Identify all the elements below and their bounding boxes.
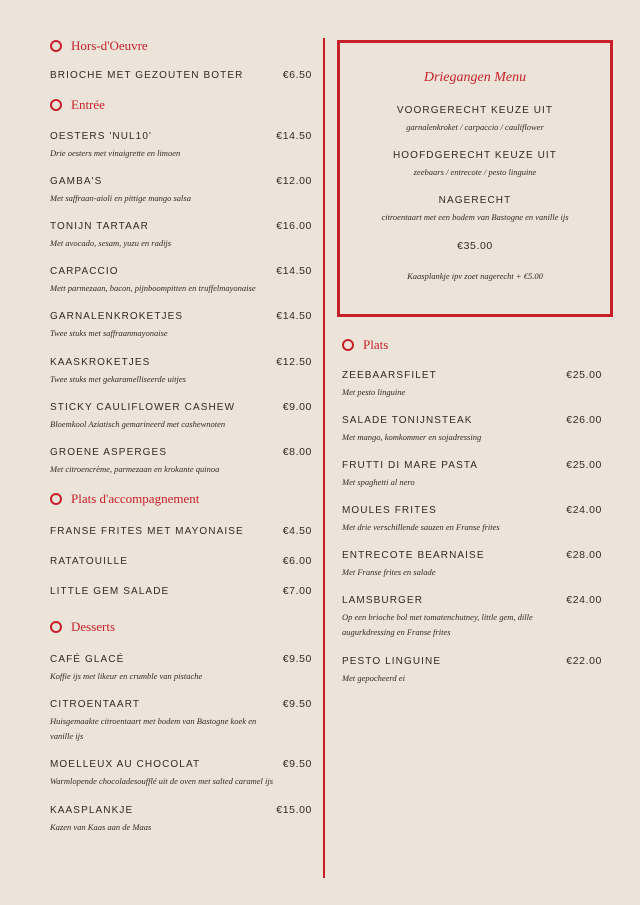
section-title: Entrée bbox=[71, 97, 105, 112]
menu-item bbox=[50, 804, 312, 835]
menu-item bbox=[50, 356, 312, 387]
item-name: MOULES FRITES bbox=[342, 505, 437, 516]
item-name: LAMSBURGER bbox=[342, 595, 424, 606]
item-price: €9.50 bbox=[282, 653, 312, 665]
item-description: Op een brioche bol met tomatenchutney, little gem, dille augurkdressing en Franse frites bbox=[342, 612, 533, 637]
section-desserts bbox=[50, 619, 115, 635]
item-price: €25.00 bbox=[566, 369, 602, 381]
course3-options: citroentaart met een bodem van Bastogne en vanille ijs bbox=[381, 212, 569, 222]
item-description: Met Franse frites en salade bbox=[342, 567, 436, 577]
item-description: Met citroencrème, parmezaan en krokante quinoa bbox=[50, 464, 220, 474]
item-name: CITROENTAART bbox=[50, 699, 141, 710]
item-description: Met gepocheerd ei bbox=[342, 673, 405, 683]
menu-item bbox=[50, 175, 312, 206]
item-name: TONIJN TARTAAR bbox=[50, 221, 149, 232]
section-hors-doeuvre bbox=[50, 38, 148, 54]
item-name: LITTLE GEM SALADE bbox=[50, 586, 170, 597]
item-price: €25.00 bbox=[566, 459, 602, 471]
item-description: Huisgemaakte citroentaart met bodem van Bastogne koek en vanille ijs bbox=[50, 716, 257, 741]
item-name: PESTO LINGUINE bbox=[342, 656, 442, 667]
menu-note: Kaasplankje ipv zoet nagerecht + €5.00 bbox=[407, 271, 543, 281]
section-entree bbox=[50, 97, 105, 113]
menu-item bbox=[342, 594, 602, 640]
item-price: €6.00 bbox=[282, 555, 312, 567]
menu-item bbox=[50, 130, 312, 161]
circle-bullet-icon bbox=[50, 99, 62, 111]
item-name: CARPACCIO bbox=[50, 266, 119, 277]
item-name: GARNALENKROKETJES bbox=[50, 311, 184, 322]
column-divider bbox=[323, 38, 325, 878]
menu-item bbox=[50, 698, 312, 744]
menu-item bbox=[50, 310, 312, 341]
section-title: Plats bbox=[363, 337, 389, 352]
menu-item bbox=[50, 525, 312, 537]
item-description: Warmlopende chocoladesoufflé uit de oven met salted caramel ijs bbox=[50, 776, 274, 786]
item-price: €12.00 bbox=[276, 175, 312, 187]
item-name: CAFÉ GLACÉ bbox=[50, 654, 125, 665]
menu-price: €35.00 bbox=[457, 240, 493, 252]
item-description: Drie oesters met vinaigrette en limoen bbox=[50, 148, 181, 158]
item-price: €6.50 bbox=[282, 69, 312, 81]
item-description: Met avocado, sesam, yuzu en radijs bbox=[50, 238, 172, 248]
item-name: KAASKROKETJES bbox=[50, 357, 151, 368]
item-price: €14.50 bbox=[276, 310, 312, 322]
circle-bullet-icon bbox=[50, 621, 62, 633]
menu-item bbox=[50, 446, 312, 477]
item-name: FRANSE FRITES MET MAYONAISE bbox=[50, 526, 244, 537]
item-description: Met saffraan-aioli en pittige mango salsa bbox=[50, 193, 191, 203]
item-name: SALADE TONIJNSTEAK bbox=[342, 415, 473, 426]
item-description: Koffie ijs met likeur en crumble van pistache bbox=[50, 671, 203, 681]
item-price: €26.00 bbox=[566, 414, 602, 426]
item-name: BRIOCHE MET GEZOUTEN BOTER bbox=[50, 70, 244, 81]
menu-item bbox=[50, 585, 312, 597]
menu-item bbox=[50, 401, 312, 432]
item-description: Mett parmezaan, bacon, pijnboompitten en truffelmayonaise bbox=[50, 283, 256, 293]
menu-item bbox=[342, 504, 602, 535]
item-price: €9.00 bbox=[282, 401, 312, 413]
course2-options: zeebaars / entrecote / pesto linguine bbox=[413, 167, 537, 177]
menu-item bbox=[342, 459, 602, 490]
item-name: RATATOUILLE bbox=[50, 556, 129, 567]
item-price: €12.50 bbox=[276, 356, 312, 368]
menu-item bbox=[342, 414, 602, 445]
circle-bullet-icon bbox=[50, 40, 62, 52]
item-price: €4.50 bbox=[282, 525, 312, 537]
item-price: €28.00 bbox=[566, 549, 602, 561]
item-price: €24.00 bbox=[566, 504, 602, 516]
item-description: Twee stuks met gekaramelliseerde uitjes bbox=[50, 374, 186, 384]
item-name: GROENE ASPERGES bbox=[50, 447, 168, 458]
menu-item bbox=[50, 220, 312, 251]
item-price: €9.50 bbox=[282, 698, 312, 710]
item-price: €14.50 bbox=[276, 265, 312, 277]
item-price: €15.00 bbox=[276, 804, 312, 816]
item-price: €24.00 bbox=[566, 594, 602, 606]
menu-item bbox=[342, 549, 602, 580]
item-description: Met spaghetti al nero bbox=[342, 477, 415, 487]
item-description: Met mango, komkommer en sojadressing bbox=[342, 432, 482, 442]
section-title: Hors-d'Oeuvre bbox=[71, 38, 148, 53]
item-price: €22.00 bbox=[566, 655, 602, 667]
item-description: Twee stuks met saffraanmayonaise bbox=[50, 328, 168, 338]
circle-bullet-icon bbox=[342, 339, 354, 351]
item-name: MOELLEUX AU CHOCOLAT bbox=[50, 759, 201, 770]
item-name: KAASPLANKJE bbox=[50, 805, 134, 816]
section-title: Desserts bbox=[71, 619, 116, 634]
menu-box-title: Driegangen Menu bbox=[423, 70, 527, 85]
course3-heading: NAGERECHT bbox=[438, 195, 512, 206]
item-price: €9.50 bbox=[282, 758, 312, 770]
item-name: GAMBA'S bbox=[50, 176, 103, 187]
course2-heading: HOOFDGERECHT KEUZE UIT bbox=[392, 150, 558, 161]
course1-options: garnalenkroket / carpaccio / cauliflower bbox=[406, 122, 544, 132]
item-name: OESTERS 'NUL10' bbox=[50, 131, 153, 142]
section-accompagnement bbox=[50, 491, 199, 507]
item-name: ZEEBAARSFILET bbox=[342, 370, 437, 381]
section-plats bbox=[342, 337, 388, 353]
item-description: Met pesto linguine bbox=[342, 387, 406, 397]
menu-item bbox=[342, 655, 602, 686]
item-name: FRUTTI DI MARE PASTA bbox=[342, 460, 479, 471]
circle-bullet-icon bbox=[50, 493, 62, 505]
menu-item bbox=[50, 555, 312, 567]
menu-item bbox=[50, 69, 312, 81]
item-description: Bloemkool Aziatisch gemarineerd met cashewnoten bbox=[50, 419, 226, 429]
item-price: €16.00 bbox=[276, 220, 312, 232]
menu-item bbox=[342, 369, 602, 400]
item-description: Met drie verschillende sauzen en Franse frites bbox=[342, 522, 500, 532]
item-description: Kazen van Kaas aan de Maas bbox=[50, 822, 152, 832]
menu-item bbox=[50, 265, 312, 296]
item-price: €14.50 bbox=[276, 130, 312, 142]
item-name: ENTRECOTE BEARNAISE bbox=[342, 550, 485, 561]
menu-item bbox=[50, 758, 312, 789]
menu-item bbox=[50, 653, 312, 684]
item-name: STICKY CAULIFLOWER CASHEW bbox=[50, 402, 236, 413]
item-price: €8.00 bbox=[282, 446, 312, 458]
course1-heading: VOORGERECHT KEUZE UIT bbox=[396, 105, 554, 116]
section-title: Plats d'accompagnement bbox=[71, 491, 200, 506]
item-price: €7.00 bbox=[282, 585, 312, 597]
driegangen-menu-box bbox=[337, 40, 613, 317]
